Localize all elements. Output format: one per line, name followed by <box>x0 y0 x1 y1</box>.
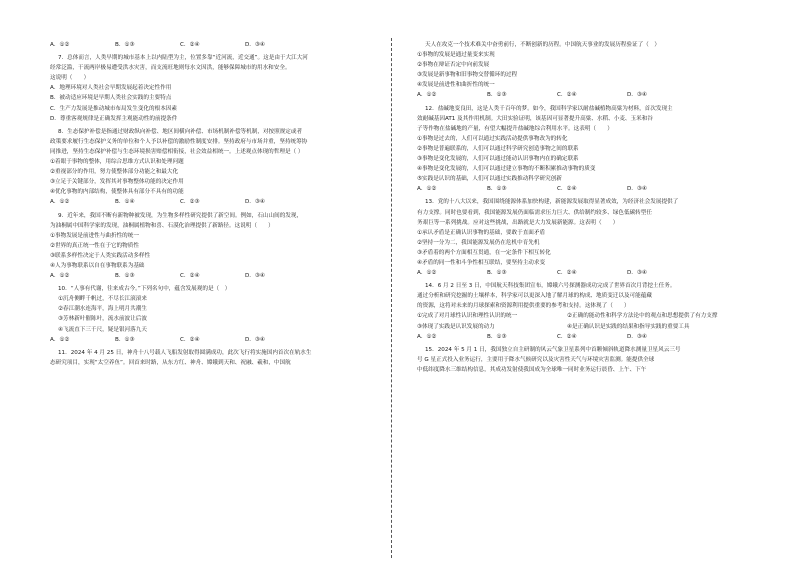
option-b: B．①③ <box>487 186 507 193</box>
question-stem: 态研究项目，实现“太空养鱼”。回首来时路，从东方红、神舟、嫦娥到天和、祝融、羲和，中国航 <box>50 359 291 366</box>
option-b: B．①③ <box>115 42 135 48</box>
option-c: C．②④ <box>180 42 200 48</box>
statement-item: ②事物是普遍联系的，人们可以通过科学研究创造事物之间的联系 <box>417 145 579 152</box>
question-stem: 政策要求履行生态保护义务的单位和个人予以补偿的激励性制度安排。坚持政府与市场并重，坚持统筹协 <box>50 138 308 145</box>
question-stem: 15．2024 年 5 月 1 日，我国独立自主研制的风云气象卫星系列中首颗倾斜轨道降水测量卫星风云三号 <box>425 346 681 353</box>
statement-item: ③联系多样性决定于人类实践活动多样性 <box>50 252 151 259</box>
q6-options <box>50 40 362 50</box>
statement-item: ①事物是过去的，人们可以通过实践活动提供事物改为的转化 <box>417 135 568 142</box>
column-divider <box>391 38 392 558</box>
option-d: D．③④ <box>245 199 265 206</box>
option-a: A．①② <box>417 333 437 340</box>
statement-item: ①完成了对月球性认识和理性认识的统一 <box>417 313 518 320</box>
question-stem: 的资源，这将对未来的月球探索和资源利用提供重要的参考和支持。这体现了（ ） <box>417 303 630 310</box>
question-stem: 同推进，坚持生态保护补偿与生态环境损害赔偿相衔接，社会效益相统一。上述观点体现的哲理是（ ） <box>50 148 304 155</box>
question-stem: 10．“人事有代谢，往来成古今。”下列名句中，蕴含发展观的是（ ） <box>58 286 231 293</box>
statement-item: ①事物的发展是通过量变来实现 <box>417 52 495 59</box>
option-a: A．①② <box>417 270 437 277</box>
question-stem: 为油桐属中国科学家的发现，油桐属植物和喜、石漠化治理提供了新路径。这说明（ ） <box>50 222 274 229</box>
option-c: C．②④ <box>557 92 577 99</box>
question-14 <box>417 281 735 342</box>
question-stem: 子等作物在盐碱地的产量，有望大幅提升盐碱地综合利用水平。这表明（ ） <box>417 125 613 132</box>
option-c: C．②④ <box>180 336 200 343</box>
option-d: D．③④ <box>627 92 647 99</box>
option-a: A．地理环境对人类社会早期发展起着决定性作用 <box>50 85 172 92</box>
statement-pair <box>417 311 735 321</box>
option-b: B．①③ <box>487 270 507 277</box>
statement-item: ①事物发展是前进性与曲折性的统一 <box>50 232 139 239</box>
statement-item: ③体现了实践是认识发展的动力 <box>417 323 495 330</box>
question-stem: 效耐碱基因AT1 及其作用机制。大田实验证明，该基因可显著提升高粱、水稻、小麦、玉米和谷 <box>417 115 653 122</box>
question-stem: 14．6 月 2 日至 3 日，中国航天科技集团宣布，嫦娥六号探测器成功完成了世界首次月背挖土任务。 <box>425 283 676 290</box>
question-stem: 11．2024 年 4 月 25 日，神舟十八号载人飞船发射取得圆满成功，此次飞行将实施国内首次在轨水生 <box>58 349 312 356</box>
question-13 <box>417 197 735 278</box>
q14-options <box>417 332 735 342</box>
question-11 <box>50 348 362 368</box>
option-d: D．③④ <box>245 336 265 343</box>
option-d: D．尊重客观规律是正确发挥主观能动性的前提条件 <box>50 115 178 122</box>
statement-item: ①承认矛盾是正确认识事物的基础，要敢于直面矛盾 <box>417 229 546 236</box>
question-stem: 号 G 星正式投入业务运行，主要用于降水气候研究以及灾害性天气与环境灾害监测。能提供全球 <box>417 356 655 363</box>
option-d: D．③④ <box>245 42 265 48</box>
question-10 <box>50 284 362 345</box>
option-c: C．②③ <box>180 199 200 206</box>
q13-options <box>417 268 735 278</box>
option-a: A．①② <box>50 336 70 343</box>
option-c: C．②④ <box>557 186 577 193</box>
question-11-continued <box>417 40 735 101</box>
option-c: C．②④ <box>557 270 577 277</box>
option-b: B．①③ <box>487 92 507 99</box>
question-stem: 13．党的十八大以来，我国围绕能源体系加快构建，新能源发展取得显著成效，为经济社会发展提供了 <box>425 199 679 206</box>
option-b: B．①③ <box>115 273 135 280</box>
statement-item: ③立足于关键部分，发挥其对事物整体功能的决定作用 <box>50 179 184 186</box>
q11-options <box>417 90 735 100</box>
statement-item: ④发展是前进性和曲折性的统一 <box>417 82 495 89</box>
question-stem: 12．盐碱地变良田，这是人类千百年的梦。如今，我国科学家以耐盐碱植物高粱为材料，首次发现主 <box>425 105 673 112</box>
question-stem: 天人在攻克一个技术难关中奋勇前行，不断创新的历程。中国航天事业的发展历程验证了（ ） <box>425 42 660 48</box>
question-15 <box>417 345 735 375</box>
question-stem: 9．近年来，我国不断有新物种被发现，为生物多样性研究提供了新空间。例如，石山山间的发现， <box>58 212 303 219</box>
statement-item: ①沉舟侧畔千帆过，不尽长江滚滚来 <box>58 296 147 303</box>
option-b: B．①④ <box>115 199 135 206</box>
right-column <box>417 40 735 375</box>
statement-item: ③发展是新事物和旧事物交替循环的过程 <box>417 72 518 79</box>
q9-options <box>50 271 362 281</box>
question-stem: 8．生态保护补偿是指通过财政纵向补偿、地区间横向补偿、市场机制补偿等机制，对按照规定或者 <box>58 128 303 135</box>
option-c: C．②④ <box>180 273 200 280</box>
question-12 <box>417 104 735 195</box>
q10-options <box>50 335 362 345</box>
option-a: A．①② <box>417 186 437 193</box>
question-8 <box>50 127 362 208</box>
statement-item: ②春江潮水连海平，海上明月共潮生 <box>58 306 147 313</box>
statement-item: ④是正确认识是实践的结果和指导实践的重要工具 <box>567 323 690 330</box>
option-a: A．①② <box>417 92 437 99</box>
option-d: D．③④ <box>627 270 647 277</box>
q12-options <box>417 184 735 194</box>
option-b: B．①③ <box>115 336 135 343</box>
statement-item: ⑤实践是认识的基础，人们可以通过实践推动科学研究创新 <box>417 176 562 183</box>
statement-item: ②正确的能动性和科学方法论中的观点和思想提供了有力支撑 <box>567 313 718 320</box>
option-b: B．①③ <box>487 333 507 340</box>
statement-item: ④人为事物联系以自在事物联系为基础 <box>50 262 145 269</box>
statement-item: ②世界的真正统一性在于它的物质性 <box>50 242 139 249</box>
question-stem: 7．总体而言，人类早期的城市基本上以内陆型为主，位置多靠“近河流，近交通”。这是由于大江大河 <box>58 55 308 62</box>
option-d: D．③④ <box>627 186 647 193</box>
statement-item: ②重视部分的作用，努力使整体部分功能之和最大化 <box>50 169 179 176</box>
statement-item: ④矛盾的同一性和斗争性相互联结，要坚持主动求变 <box>417 259 546 266</box>
option-a: A．①② <box>50 273 70 280</box>
option-d: D．③④ <box>627 333 647 340</box>
option-c: C．②④ <box>557 333 577 340</box>
question-stem: 务艰巨等一系列挑战。应对这些挑战，出路就是大力发展新能源。这表明（ ） <box>417 219 619 226</box>
statement-item: ③芳林新叶催陈叶，流水前波让后波 <box>58 316 147 323</box>
statement-item: ③事物是变化发展的，人们可以通过能动认识事物内在的确定联系 <box>417 156 579 163</box>
statement-item: ②事物在辩证否定中向前发展 <box>417 62 490 69</box>
statement-pair <box>417 322 735 332</box>
statement-item: ②坚持一分为二，我国能源发展仍在危机中育先机 <box>417 239 540 246</box>
statement-item: ④飞流直下三千尺，疑是银河落九天 <box>58 326 147 333</box>
question-stem: 中低纬度降水三维结构信息，其成功发射使我国成为全球唯一同时业务运行晨昏、上午、下午 <box>417 366 647 373</box>
statement-item: ③矛盾着的两个方面相互贯通，在一定条件下相互转化 <box>417 249 551 256</box>
question-stem: 经常泛滥，干流两岸极易遭受洪水灾害，而支流旺地则每水文因洪，能够保障城市的用水和安全。 <box>50 65 291 72</box>
option-c: C．生产力发展是推动城市布局发生变化的根本因素 <box>50 105 177 112</box>
q8-options <box>50 197 362 207</box>
option-a: A．①② <box>50 199 70 206</box>
question-stem: 通过分析和研究挖掘的土壤样本，科学家可以更深入地了解月球的构成、地质变迁以及可能蕴藏 <box>417 293 652 300</box>
question-9 <box>50 211 362 282</box>
question-stem: 这说明（ ） <box>50 75 90 82</box>
statement-item: ①着眼于事物的整体，用综合思维方式认识和处理问题 <box>50 159 184 166</box>
option-b: B．被动适应环境是早期人类社会实践的主要特点 <box>50 95 172 102</box>
option-a: A．①② <box>50 42 70 48</box>
left-column <box>50 40 362 368</box>
statement-item: ④事物是变化发展的，人们可以通过建立事物的不断积累推动事物的质变 <box>417 166 596 173</box>
statement-item: ④优化事物的内部结构，使整体具有部分不具有的功能 <box>50 189 184 196</box>
question-7 <box>50 53 362 124</box>
question-stem: 有力支撑。同时也要看到，我国能源发展仍面临需求压力巨大、供给制约较多、绿色低碳转型任 <box>417 209 652 216</box>
option-d: D．③④ <box>245 273 265 280</box>
